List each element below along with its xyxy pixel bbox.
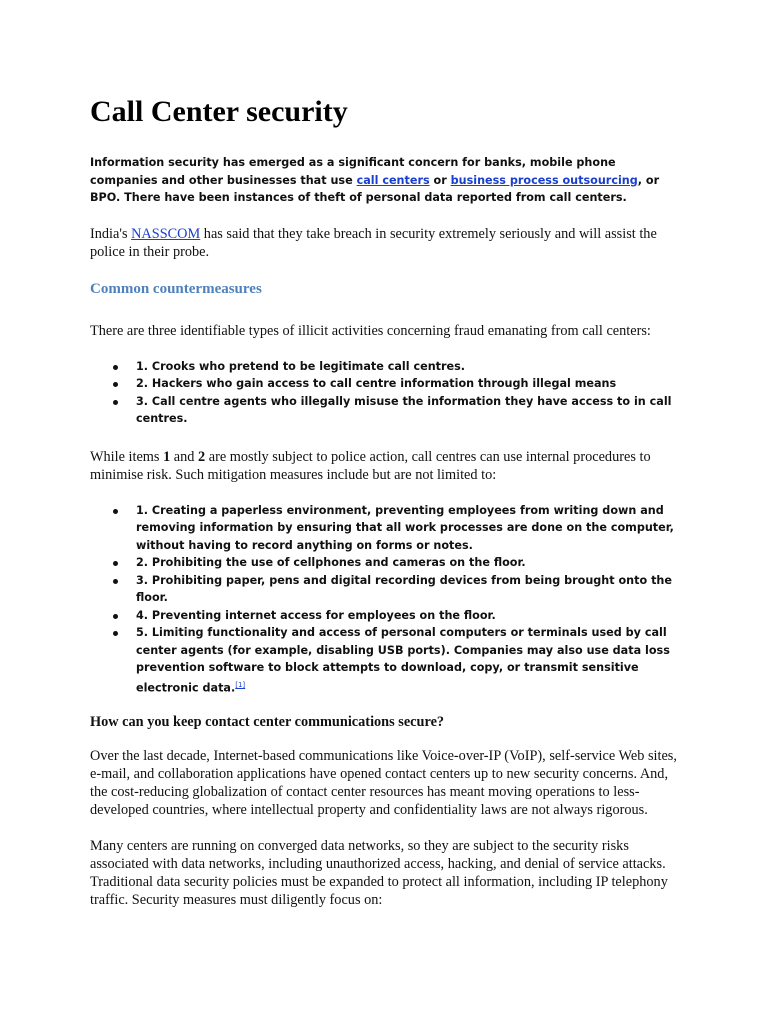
list-item: 3. Prohibiting paper, pens and digital recording devices from being brought onto the floor. [90,572,680,607]
fraud-types-list [90,358,680,428]
bullet-icon [113,382,118,387]
nasscom-text-pre: India's [90,225,132,242]
list-item: 3. Call centre agents who illegally misuse the information they have access to in call centres. [90,393,680,428]
mitigation-paragraph: While items 1 and 2 are mostly subject to police action, call centres can use internal procedures to minimise risk. Such mitigation measures include but are not limited to: [90,448,651,483]
call-centers-link[interactable]: call centers [356,173,430,187]
nasscom-link[interactable]: NASSCOM [131,225,201,242]
section-heading-countermeasures: Common countermeasures [90,280,262,297]
intro-text-b: or [429,173,451,187]
question-heading: How can you keep contact center communications secure? [90,713,445,730]
intro-text-c: , or BPO. There have been instances of theft of personal data reported from call centers. [90,173,660,204]
measures-list [90,502,680,697]
citation-link[interactable]: [1] [235,680,246,689]
bullet-icon [113,631,118,636]
bullet-icon [113,614,118,619]
bullet-icon [113,509,118,514]
list-item: 5. Limiting functionality and access of personal computers or terminals used by call center agents (for example, disabling USB ports). Companies may also use data loss prevention software to block attempts to download, copy, or transmit sensitive electronic data.[1] [90,624,680,697]
list-item: 1. Creating a paperless environment, preventing employees from writing down and removing information by ensuring that all work processes are done on the computer, without having to record anything on forms or notes. [90,502,680,555]
bullet-icon [113,400,118,405]
nasscom-text-post: has said that they take breach in security extremely seriously and will assist the police in their probe. [90,225,657,260]
list-item: 1. Crooks who pretend to be legitimate call centres. [90,358,680,376]
bullet-icon [113,561,118,566]
networks-paragraph: Many centers are running on converged data networks, so they are subject to the security risks associated with data networks, including unauthorized access, hacking, and denial of service attacks. Traditional data security policies must be expanded to protect all information, including IP telephony traffic. Security measures must diligently focus on: [90,837,668,908]
decade-paragraph: Over the last decade, Internet-based communications like Voice-over-IP (VoIP), self-service Web sites, e-mail, and collaboration applications have opened contact centers up to new security concerns. And, the cost-reducing globalization of contact center resources has meant moving operations to less-developed countries, where intellectual property and confidentiality laws are not always rigorous. [90,747,677,818]
intro-text-a: Information security has emerged as a significant concern for banks, mobile phone companies and other businesses that use [90,156,616,187]
list-item: 2. Hackers who gain access to call centre information through illegal means [90,375,680,393]
bullet-icon [113,579,118,584]
list-item: 4. Preventing internet access for employees on the floor. [90,607,680,625]
list-item: 2. Prohibiting the use of cellphones and cameras on the floor. [90,554,680,572]
page-title: Call Center security [90,95,348,128]
types-intro-paragraph: There are three identifiable types of illicit activities concerning fraud emanating from call centers: [90,322,651,339]
intro-paragraph [90,154,680,207]
document-content [90,92,680,927]
bpo-link[interactable]: business process outsourcing [450,173,638,187]
nasscom-paragraph [90,225,680,261]
bullet-icon [113,365,118,370]
